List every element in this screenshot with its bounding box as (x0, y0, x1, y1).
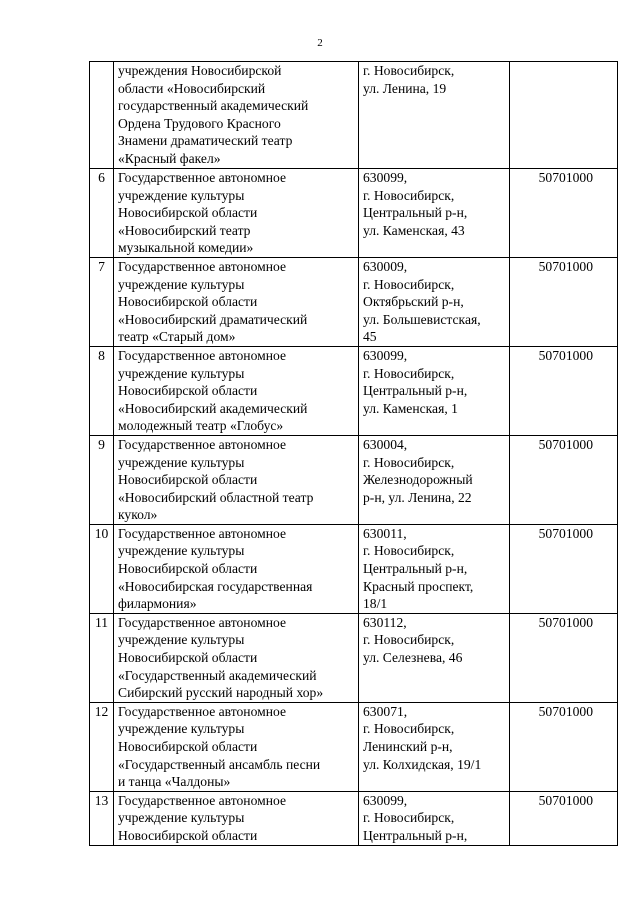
institution-name-line: Государственное автономное (118, 436, 286, 452)
row-number-cell: 8 (90, 346, 114, 435)
institution-name-line: филармония» (118, 596, 197, 612)
institution-name-line: учреждение культуры (118, 365, 245, 381)
institution-name-line: Новосибирской области (118, 827, 258, 843)
institution-name-line: «Новосибирский академический (118, 400, 308, 416)
address-line: 45 (363, 329, 377, 345)
institution-name-line: Знамени драматический театр (118, 133, 293, 149)
address-line: ул. Каменская, 1 (363, 400, 458, 416)
address-line: Красный проспект, (363, 578, 474, 594)
address-line: ул. Большевистская, (363, 311, 481, 327)
institution-name-line: «Государственный академический (118, 667, 317, 683)
address-cell (359, 62, 510, 169)
address-line: 630099, (363, 792, 408, 808)
address-line: г. Новосибирск, (363, 63, 455, 78)
institution-name-line: Государственное автономное (118, 525, 286, 541)
address-line: г. Новосибирск, (363, 276, 455, 292)
address-line: 630099, (363, 170, 408, 185)
institution-name-line: «Новосибирская государственная (118, 578, 313, 594)
institution-name-cell (114, 169, 359, 258)
address-cell (359, 257, 510, 346)
row-number-cell: 13 (90, 791, 114, 845)
address-line: Железнодорожный (363, 472, 473, 488)
address-cell (359, 524, 510, 613)
oktmo-code-cell: 50701000 (510, 257, 618, 346)
address-line: г. Новосибирск, (363, 187, 455, 203)
institution-name-line: Новосибирской области (118, 650, 258, 666)
table-row (90, 613, 618, 702)
address-line: 18/1 (363, 596, 388, 612)
institution-name-line: учреждение культуры (118, 632, 245, 648)
row-number-cell: 10 (90, 524, 114, 613)
address-line: ул. Каменская, 43 (363, 222, 465, 238)
address-line: г. Новосибирск, (363, 454, 455, 470)
institution-name-line: Новосибирской области (118, 205, 258, 221)
address-line: 630099, (363, 347, 408, 363)
institution-name-line: Государственное автономное (118, 792, 286, 808)
table-row (90, 257, 618, 346)
oktmo-code-cell: 50701000 (510, 791, 618, 845)
table-row (90, 702, 618, 791)
institution-name-line: Новосибирской области (118, 561, 258, 577)
row-number-cell: 6 (90, 169, 114, 258)
row-number-cell (90, 62, 114, 169)
address-line: Центральный р-н, (363, 205, 468, 221)
table-row (90, 62, 618, 169)
address-line: г. Новосибирск, (363, 721, 455, 737)
institution-name-cell (114, 435, 359, 524)
page-number: 2 (317, 37, 323, 49)
institution-name-cell (114, 702, 359, 791)
institution-name-cell (114, 62, 359, 169)
institution-name-line: Ордена Трудового Красного (118, 115, 281, 131)
institution-name-line: учреждение культуры (118, 187, 245, 203)
institution-name-line: Государственное автономное (118, 258, 286, 274)
institution-name-line: молодежный театр «Глобус» (118, 418, 284, 434)
address-cell (359, 169, 510, 258)
institution-name-line: «Новосибирский театр (118, 222, 251, 238)
address-line: 630011, (363, 525, 407, 541)
institution-name-line: «Красный факел» (118, 150, 221, 166)
institution-name-line: учреждение культуры (118, 543, 245, 559)
address-line: ул. Ленина, 19 (363, 80, 447, 96)
institution-name-line: Новосибирской области (118, 472, 258, 488)
oktmo-code-cell: 50701000 (510, 169, 618, 258)
address-line: г. Новосибирск, (363, 365, 455, 381)
address-cell (359, 346, 510, 435)
oktmo-code-cell (510, 62, 618, 169)
institution-name-cell (114, 791, 359, 845)
institution-name-line: учреждения Новосибирской (118, 63, 282, 78)
address-cell (359, 613, 510, 702)
institution-name-line: Новосибирской области (118, 294, 258, 310)
table-row (90, 169, 618, 258)
address-line: 630112, (363, 614, 407, 630)
address-line: Ленинский р-н, (363, 739, 453, 754)
address-line: г. Новосибирск, (363, 810, 455, 826)
institution-name-line: театр «Старый дом» (118, 329, 236, 345)
institution-name-line: Сибирский русский народный хор» (118, 685, 324, 701)
address-line: г. Новосибирск, (363, 632, 455, 648)
institution-name-line: «Новосибирский драматический (118, 311, 308, 327)
address-line: Центральный р-н, (363, 561, 468, 577)
institution-name-line: Государственное автономное (118, 703, 286, 719)
table-row (90, 791, 618, 845)
oktmo-code-cell: 50701000 (510, 702, 618, 791)
institution-name-line: учреждение культуры (118, 810, 245, 826)
institution-name-line: «Государственный ансамбль песни (118, 756, 321, 772)
institution-name-line: Государственное автономное (118, 170, 286, 185)
address-line: Октябрьский р-н, (363, 294, 464, 310)
institution-name-line: Новосибирской области (118, 739, 258, 754)
institution-name-line: музыкальной комедии» (118, 240, 254, 256)
row-number-cell: 9 (90, 435, 114, 524)
table-row (90, 435, 618, 524)
oktmo-code-cell: 50701000 (510, 346, 618, 435)
row-number-cell: 11 (90, 613, 114, 702)
address-line: Центральный р-н, (363, 827, 468, 843)
institution-name-cell (114, 257, 359, 346)
oktmo-code-cell: 50701000 (510, 435, 618, 524)
address-line: ул. Колхидская, 19/1 (363, 756, 482, 772)
institution-name-line: «Новосибирский областной театр (118, 489, 314, 505)
institution-name-line: Новосибирской области (118, 383, 258, 399)
address-line: Центральный р-н, (363, 383, 468, 399)
institutions-table (89, 61, 618, 846)
institution-name-line: государственный академический (118, 98, 309, 114)
address-cell (359, 702, 510, 791)
table-row (90, 524, 618, 613)
institution-name-cell (114, 524, 359, 613)
address-line: 630009, (363, 258, 408, 274)
address-cell (359, 435, 510, 524)
institution-name-line: учреждение культуры (118, 454, 245, 470)
institution-name-cell (114, 613, 359, 702)
institution-name-line: Государственное автономное (118, 347, 286, 363)
institution-name-line: Государственное автономное (118, 614, 286, 630)
address-cell (359, 791, 510, 845)
row-number-cell: 7 (90, 257, 114, 346)
institution-name-line: учреждение культуры (118, 276, 245, 292)
table-body (90, 62, 618, 846)
oktmo-code-cell: 50701000 (510, 613, 618, 702)
address-line: 630004, (363, 436, 408, 452)
table-row (90, 346, 618, 435)
row-number-cell: 12 (90, 702, 114, 791)
address-line: ул. Селезнева, 46 (363, 650, 463, 666)
institution-name-cell (114, 346, 359, 435)
address-line: г. Новосибирск, (363, 543, 455, 559)
institution-name-line: и танца «Чалдоны» (118, 774, 231, 790)
address-line: р-н, ул. Ленина, 22 (363, 489, 472, 505)
institution-name-line: учреждение культуры (118, 721, 245, 737)
address-line: 630071, (363, 703, 408, 719)
oktmo-code-cell: 50701000 (510, 524, 618, 613)
institution-name-line: области «Новосибирский (118, 80, 266, 96)
institution-name-line: кукол» (118, 507, 158, 523)
